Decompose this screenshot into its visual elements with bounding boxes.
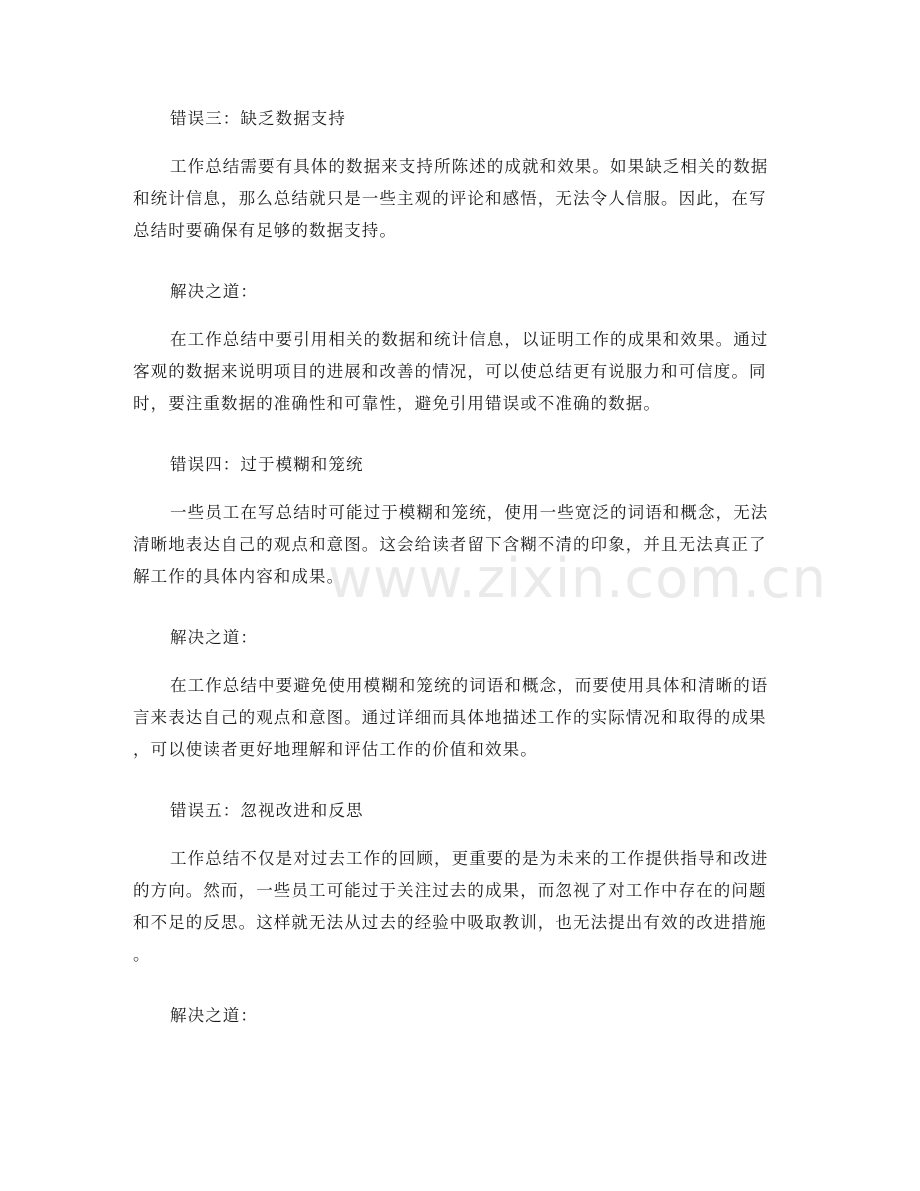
paragraph-line: 解工作的具体内容和成果。 (133, 567, 345, 586)
heading-solution: 解决之道： (170, 628, 258, 647)
paragraph-line: 的方向。然而，一些员工可能过于关注过去的成果，而忽视了对工作中存在的问题 (133, 881, 767, 900)
heading-error-five: 错误五：忽视改进和反思 (170, 801, 364, 820)
paragraph-line: 工作总结需要有具体的数据来支持所陈述的成就和效果。如果缺乏相关的数据 (170, 157, 769, 176)
heading-error-three: 错误三：缺乏数据支持 (170, 109, 346, 128)
paragraph-line: 言来表达自己的观点和意图。通过详细而具体地描述工作的实际情况和取得的成果 (133, 708, 767, 727)
heading-solution: 解决之道： (170, 1006, 258, 1025)
paragraph-line: 一些员工在写总结时可能过于模糊和笼统，使用一些宽泛的词语和概念，无法 (170, 503, 769, 522)
paragraph-line: 总结时要确保有足够的数据支持。 (133, 221, 397, 240)
paragraph-line: 在工作总结中要引用相关的数据和统计信息，以证明工作的成果和效果。通过 (170, 330, 769, 349)
paragraph-line: 和统计信息，那么总结就只是一些主观的评论和感悟，无法令人信服。因此，在写 (133, 189, 767, 208)
paragraph-line: 时，要注重数据的准确性和可靠性，避免引用错误或不准确的数据。 (133, 394, 661, 413)
watermark: www.zixin.com.cn (328, 547, 827, 610)
paragraph-line: 客观的数据来说明项目的进展和改善的情况，可以使总结更有说服力和可信度。同 (133, 362, 767, 381)
paragraph-line: ，可以使读者更好地理解和评估工作的价值和效果。 (133, 740, 538, 759)
paragraph-line: 在工作总结中要避免使用模糊和笼统的词语和概念，而要使用具体和清晰的语 (170, 676, 769, 695)
paragraph-line: 工作总结不仅是对过去工作的回顾，更重要的是为未来的工作提供指导和改进 (170, 849, 769, 868)
heading-solution: 解决之道： (170, 282, 258, 301)
heading-error-four: 错误四：过于模糊和笼统 (170, 455, 364, 474)
paragraph-line: 和不足的反思。这样就无法从过去的经验中吸取教训，也无法提出有效的改进措施 (133, 913, 767, 932)
paragraph-line: 。 (133, 945, 151, 964)
paragraph-line: 清晰地表达自己的观点和意图。这会给读者留下含糊不清的印象，并且无法真正了 (133, 535, 767, 554)
